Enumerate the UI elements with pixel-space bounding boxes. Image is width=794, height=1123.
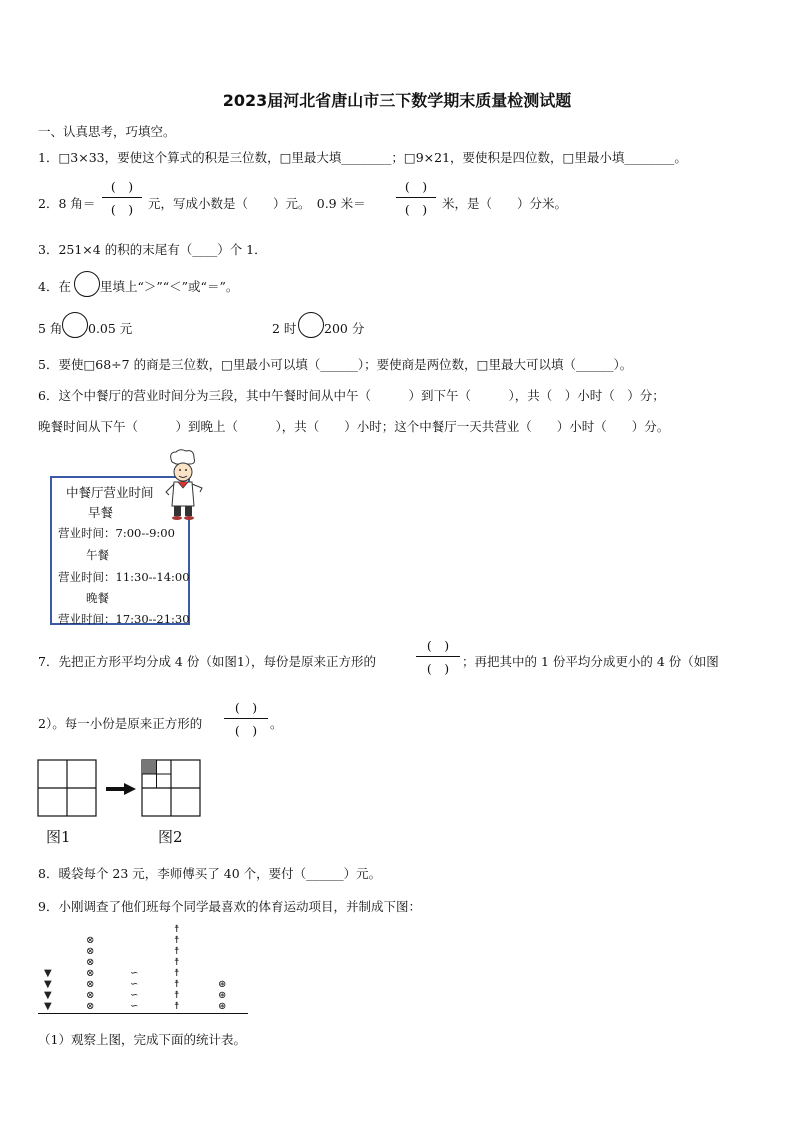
- pictograph-symbol-icon: ☨: [174, 957, 180, 968]
- figure-2-label: 图2: [158, 828, 183, 846]
- compare-1-left: 5 角: [38, 321, 63, 336]
- question-2-prefix: 2．8 角＝: [38, 196, 96, 211]
- numerator-blank: ( ): [404, 179, 428, 194]
- question-7-line1-suffix: ；再把其中的 1 份平均分成更小的 4 份（如图: [462, 654, 719, 669]
- pictograph-symbol-icon: ⊛: [218, 1001, 227, 1012]
- figure-2-square: [141, 759, 203, 819]
- pictograph-column: [174, 924, 179, 1012]
- pictograph-symbol-icon: ⊗: [86, 979, 95, 990]
- menu-dinner: 晚餐: [86, 591, 109, 605]
- question-8: 8．暖袋每个 23 元，李师傅买了 40 个，要付（______）元。: [38, 866, 382, 881]
- pictograph-column: [44, 968, 52, 1012]
- question-4-suffix: 里填上“＞”“＜”或“＝”。: [100, 279, 239, 294]
- pictograph-symbol-icon: ▼: [44, 979, 52, 990]
- numerator-blank: ( ): [110, 179, 134, 194]
- pictograph-symbol-icon: ☨: [174, 946, 180, 957]
- figure-1-square: [37, 759, 99, 819]
- question-9-part-1: （1）观察上图，完成下面的统计表。: [38, 1032, 246, 1047]
- pictograph-column: [86, 935, 94, 1012]
- question-7-line2-prefix: 2）。每一小份是原来正方形的: [38, 716, 203, 731]
- arrow-icon: [104, 782, 138, 796]
- menu-breakfast: 早餐: [88, 505, 114, 520]
- question-3: 3．251×4 的积的末尾有（____）个 1．: [38, 242, 267, 257]
- pictograph-symbol-icon: ⊗: [86, 990, 95, 1001]
- pictograph-column: [218, 979, 226, 1012]
- compare-2-left: 2 时: [272, 321, 297, 336]
- menu-heading: 中餐厅营业时间: [66, 485, 154, 500]
- pictograph-symbol-icon: ⊗: [86, 935, 95, 946]
- menu-dinner-time: 营业时间：17:30--21:30: [58, 612, 190, 626]
- compare-circle: [74, 271, 100, 297]
- pictograph-symbol-icon: ∽: [130, 979, 139, 990]
- menu-lunch-time: 营业时间：11:30--14:00: [58, 570, 190, 584]
- pictograph-symbol-icon: ⊗: [86, 968, 95, 979]
- pictograph-symbol-icon: ☨: [174, 990, 180, 1001]
- fraction-blank: [416, 636, 460, 677]
- denominator-blank: ( ): [234, 723, 258, 738]
- question-4-prefix: 4．在: [38, 279, 71, 294]
- denominator-blank: ( ): [426, 661, 450, 676]
- fraction-blank: [102, 177, 142, 218]
- pictograph-symbol-icon: ∽: [130, 1001, 139, 1012]
- question-9: 9．小刚调查了他们班每个同学最喜欢的体育运动项目，并制成下图：: [38, 899, 421, 914]
- fraction-blank: [396, 177, 436, 218]
- pictograph-symbol-icon: ▼: [44, 968, 52, 979]
- sports-pictograph: [38, 920, 250, 1016]
- pictograph-symbol-icon: ☨: [174, 968, 180, 979]
- page-title: 2023届河北省唐山市三下数学期末质量检测试题: [222, 91, 572, 110]
- question-2-mid: 元，写成小数是（ ）元。 0.9 米＝: [148, 196, 366, 211]
- question-7-line1-prefix: 7．先把正方形平均分成 4 份（如图1），每份是原来正方形的: [38, 654, 377, 669]
- question-5: 5．要使□68÷7 的商是三位数，□里最小可以填（______）；要使商是两位数，□里最大可以填（______）。: [38, 357, 633, 372]
- pictograph-symbol-icon: ⊗: [86, 946, 95, 957]
- compare-circle: [62, 312, 88, 338]
- numerator-blank: ( ): [426, 638, 450, 653]
- pictograph-baseline: [38, 1013, 248, 1014]
- pictograph-symbol-icon: ☨: [174, 935, 180, 946]
- pictograph-symbol-icon: ⊗: [86, 1001, 95, 1012]
- pictograph-symbol-icon: ☨: [174, 1001, 180, 1012]
- compare-circle: [298, 312, 324, 338]
- denominator-blank: ( ): [110, 202, 134, 217]
- menu-lunch: 午餐: [86, 548, 109, 562]
- pictograph-symbol-icon: ▼: [44, 990, 52, 1001]
- question-1: 1．□3×33，要使这个算式的积是三位数，□里最大填________；□9×21，要使积是四位数，□里最小填________。: [38, 150, 687, 165]
- compare-1-right: 0.05 元: [88, 321, 133, 336]
- question-7-line2-suffix: 。: [270, 716, 283, 731]
- pictograph-symbol-icon: ⊛: [218, 990, 227, 1001]
- chef-illustration: [160, 448, 206, 524]
- pictograph-symbol-icon: ⊛: [218, 979, 227, 990]
- pictograph-symbol-icon: ☨: [174, 979, 180, 990]
- section-heading: 一、认真思考，巧填空。: [38, 124, 176, 139]
- compare-2-right: 200 分: [324, 321, 365, 336]
- pictograph-symbol-icon: ▼: [44, 1001, 52, 1012]
- pictograph-symbol-icon: ∽: [130, 990, 139, 1001]
- menu-breakfast-time: 营业时间：7:00--9:00: [58, 526, 175, 540]
- figure-1-label: 图1: [46, 828, 71, 846]
- fraction-blank: [224, 698, 268, 739]
- question-2-suffix: 米，是（ ）分米。: [442, 196, 568, 211]
- pictograph-column: [130, 968, 138, 1012]
- question-6-line1: 6．这个中餐厅的营业时间分为三段，其中午餐时间从中午（ ）到下午（ ），共（ ）小时（ ）分；: [38, 388, 665, 403]
- pictograph-symbol-icon: ∽: [130, 968, 139, 979]
- denominator-blank: ( ): [404, 202, 428, 217]
- numerator-blank: ( ): [234, 700, 258, 715]
- question-6-line2: 晚餐时间从下午（ ）到晚上（ ），共（ ）小时；这个中餐厅一天共营业（ ）小时（ ）分。: [38, 419, 670, 434]
- pictograph-symbol-icon: ⊗: [86, 957, 95, 968]
- pictograph-symbol-icon: ☨: [174, 924, 180, 935]
